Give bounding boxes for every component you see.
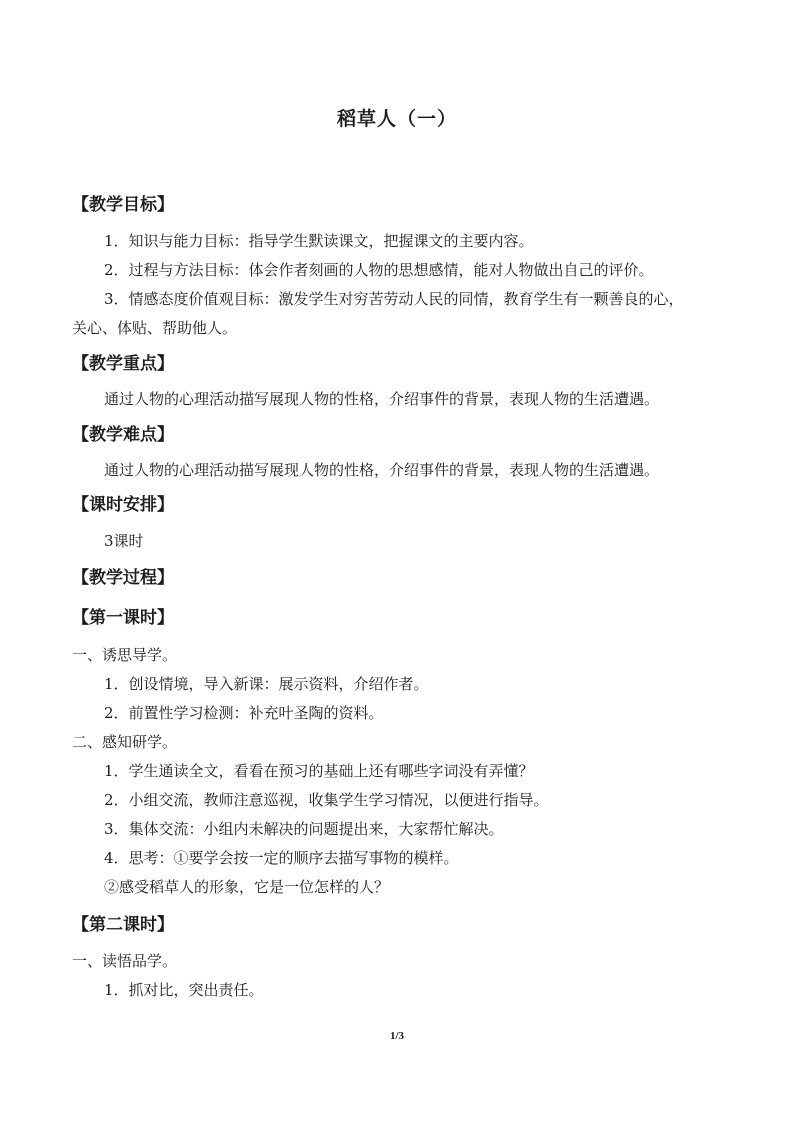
lesson1-part1-title: 一、诱思导学。 <box>72 646 178 664</box>
page-number: 1/3 <box>389 1030 405 1042</box>
lesson1-part2-item-4: 4．思考：①要学会按一定的顺序去描写事物的模样。 <box>104 849 459 867</box>
lesson1-part2-item-3: 3．集体交流：小组内未解决的问题提出来，大家帮忙解决。 <box>104 820 504 838</box>
section-heading-lesson-2: 【第二课时】 <box>72 915 174 935</box>
lesson1-part1-item-2: 2．前置性学习检测：补充叶圣陶的资料。 <box>104 704 384 722</box>
document-title: 稻草人（一） <box>336 108 457 130</box>
section-heading-lesson-1: 【第一课时】 <box>72 608 174 628</box>
difficulties-text: 通过人物的心理活动描写展现人物的性格，介绍事件的背景，表现人物的生活遭遇。 <box>104 461 660 479</box>
lesson1-part2-item-1: 1．学生通读全文，看看在预习的基础上还有哪些字词没有弄懂？ <box>104 762 534 780</box>
section-heading-process: 【教学过程】 <box>72 568 174 588</box>
lesson2-part1-item-1: 1．抓对比，突出责任。 <box>104 981 264 999</box>
key-points-text: 通过人物的心理活动描写展现人物的性格，介绍事件的背景，表现人物的生活遭遇。 <box>104 390 660 408</box>
objective-item-3: 3．情感态度价值观目标：激发学生对穷苦劳动人民的同情，教育学生有一颗善良的心， <box>104 290 684 308</box>
objective-item-3-continued: 关心、体贴、帮助他人。 <box>72 319 238 337</box>
lesson1-part1-item-1: 1．创设情境，导入新课：展示资料，介绍作者。 <box>104 675 429 693</box>
section-heading-objectives: 【教学目标】 <box>72 195 174 215</box>
objective-item-2: 2．过程与方法目标：体会作者刻画的人物的思想感情，能对人物做出自己的评价。 <box>104 261 654 279</box>
lesson2-part1-title: 一、读悟品学。 <box>72 952 178 970</box>
section-heading-schedule: 【课时安排】 <box>72 495 174 515</box>
section-heading-difficulties: 【教学难点】 <box>72 425 174 445</box>
lesson1-part2-item-2: 2．小组交流，教师注意巡视，收集学生学习情况，以便进行指导。 <box>104 791 549 809</box>
objective-item-1: 1．知识与能力目标：指导学生默读课文，把握课文的主要内容。 <box>104 232 534 250</box>
section-heading-key-points: 【教学重点】 <box>72 354 174 374</box>
lesson1-part2-title: 二、感知研学。 <box>72 733 178 751</box>
lesson1-part2-item-4-sub: ②感受稻草人的形象，它是一位怎样的人？ <box>104 878 390 896</box>
schedule-text: 3课时 <box>104 532 144 550</box>
